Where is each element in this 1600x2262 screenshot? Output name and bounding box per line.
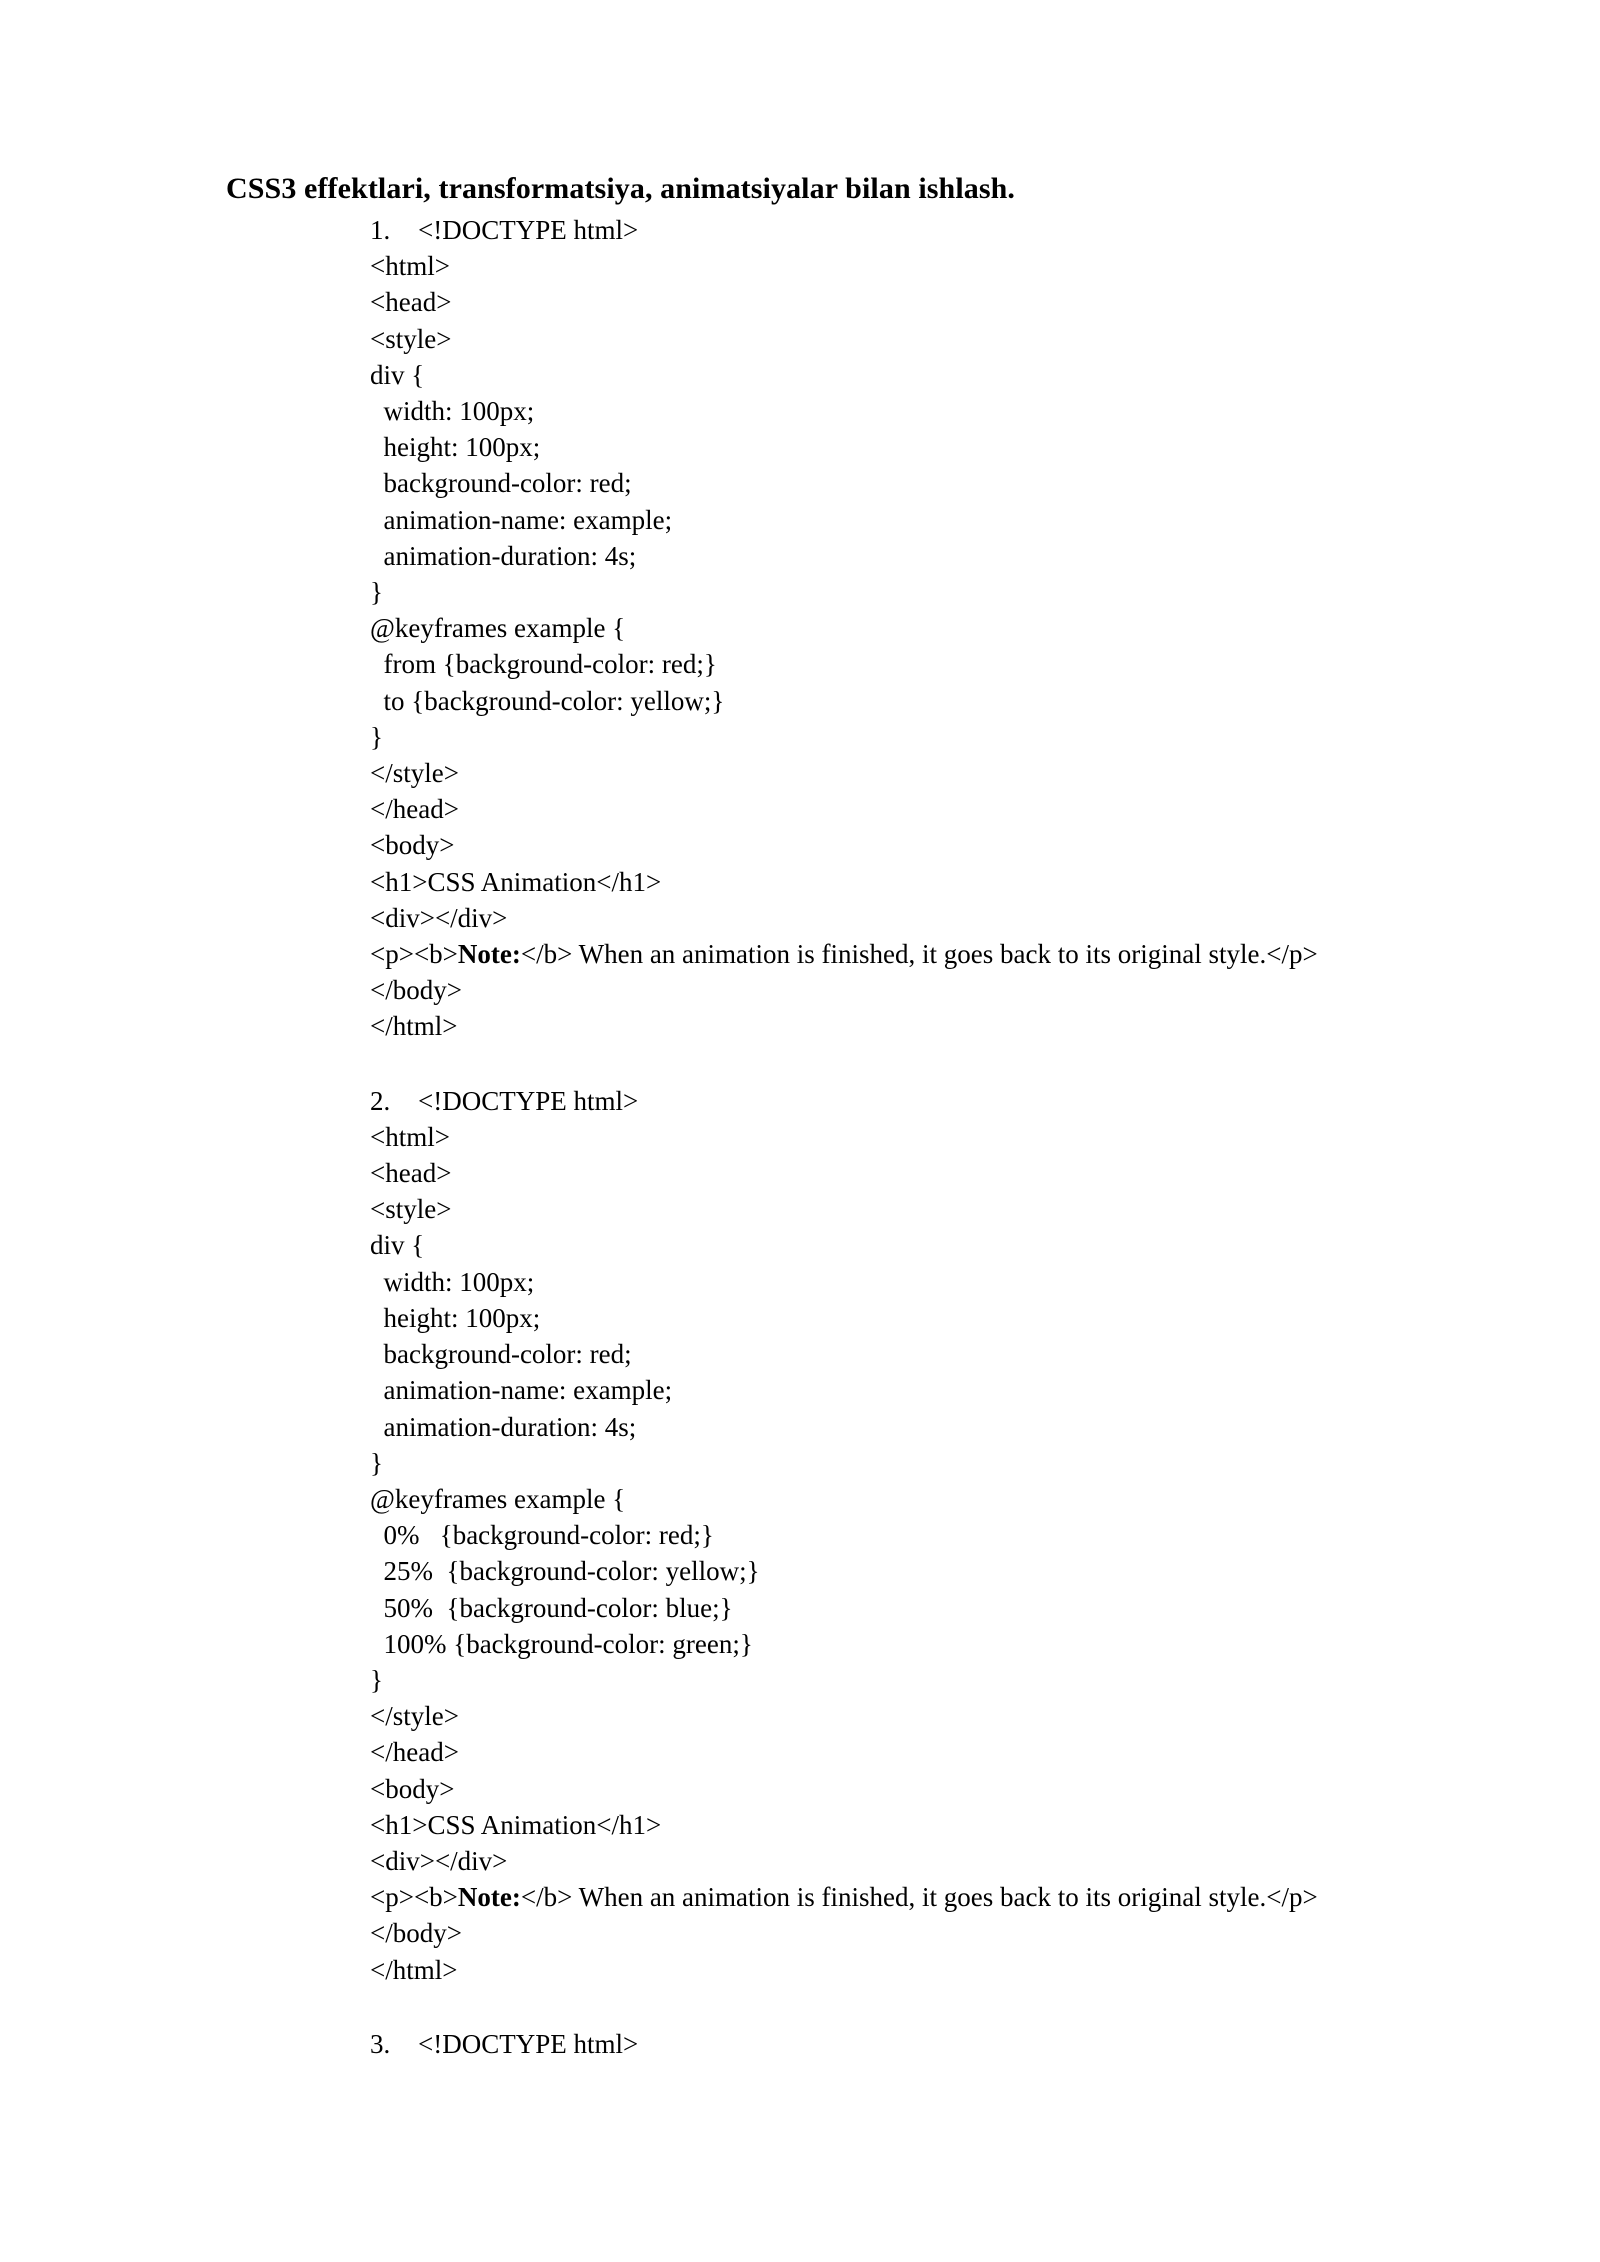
code-text: <head> bbox=[370, 1158, 452, 1189]
code-note-line bbox=[370, 936, 1490, 972]
code-listing-3 bbox=[370, 2026, 1490, 2062]
code-listing-2 bbox=[370, 1083, 1490, 1988]
list-marker: 3. bbox=[370, 2028, 391, 2059]
code-text: 25% {background-color: yellow;} bbox=[370, 1556, 760, 1587]
code-note-line bbox=[370, 1879, 1490, 1915]
code-text: height: 100px; bbox=[370, 1302, 541, 1333]
code-text: animation-duration: 4s; bbox=[370, 540, 637, 571]
code-text: </html> bbox=[370, 1011, 458, 1042]
code-text: 100% {background-color: green;} bbox=[370, 1628, 753, 1659]
code-text: <!DOCTYPE html> bbox=[418, 1085, 639, 1116]
code-text: </style> bbox=[370, 758, 459, 789]
code-text: width: 100px; bbox=[370, 396, 535, 427]
code-text: </body> bbox=[370, 975, 462, 1006]
code-listings-container bbox=[370, 212, 1490, 2062]
code-listing-1 bbox=[370, 212, 1490, 1045]
code-text: <h1>CSS Animation</h1> bbox=[370, 866, 662, 897]
code-text: background-color: red; bbox=[370, 468, 632, 499]
code-text: <html> bbox=[370, 1121, 450, 1152]
code-text: </body> bbox=[370, 1918, 462, 1949]
code-text: <div></div> bbox=[370, 902, 508, 933]
code-text: </style> bbox=[370, 1701, 459, 1732]
code-text: <h1>CSS Animation</h1> bbox=[370, 1809, 662, 1840]
code-text: <style> bbox=[370, 1194, 452, 1225]
code-text: } bbox=[370, 577, 383, 608]
code-text: <!DOCTYPE html> bbox=[418, 215, 639, 245]
code-text: animation-name: example; bbox=[370, 504, 673, 535]
code-text: @keyframes example { bbox=[370, 1483, 626, 1514]
code-text: } bbox=[370, 1664, 383, 1695]
code-text: from {background-color: red;} bbox=[370, 649, 717, 680]
code-text: <body> bbox=[370, 1773, 455, 1804]
code-text: </head> bbox=[370, 794, 459, 825]
code-text: <div></div> bbox=[370, 1845, 508, 1876]
code-text: <body> bbox=[370, 830, 455, 861]
listing-first-line bbox=[370, 212, 1490, 248]
code-text: </head> bbox=[370, 1737, 459, 1768]
note-bold-text: Note: bbox=[457, 939, 521, 970]
list-marker: 2. bbox=[370, 1085, 391, 1116]
note-prefix: <p><b> bbox=[370, 1882, 458, 1913]
note-suffix: </b> When an animation is finished, it goes back to its original style.</p> bbox=[520, 1882, 1318, 1913]
code-text: width: 100px; bbox=[370, 1266, 535, 1297]
note-prefix: <p><b> bbox=[370, 939, 458, 970]
code-text: to {background-color: yellow;} bbox=[370, 685, 725, 716]
page-title: CSS3 effektlari, transformatsiya, animatsiyalar bilan ishlash. bbox=[226, 172, 1016, 206]
code-text: <style> bbox=[370, 323, 452, 354]
note-suffix: </b> When an animation is finished, it goes back to its original style.</p> bbox=[520, 939, 1318, 970]
code-text: } bbox=[370, 1447, 383, 1478]
list-marker: 1. bbox=[370, 215, 391, 245]
code-text: @keyframes example { bbox=[370, 613, 626, 644]
listing-first-line bbox=[370, 2026, 1490, 2062]
note-bold-text: Note: bbox=[457, 1882, 521, 1913]
listing-first-line bbox=[370, 1083, 1490, 1119]
code-text: 0% {background-color: red;} bbox=[370, 1520, 714, 1551]
code-text: </html> bbox=[370, 1954, 458, 1985]
code-text: background-color: red; bbox=[370, 1339, 632, 1370]
code-text: } bbox=[370, 721, 383, 752]
code-text: animation-duration: 4s; bbox=[370, 1411, 637, 1442]
code-text: <html> bbox=[370, 251, 450, 282]
code-text: div { bbox=[370, 1230, 425, 1261]
code-text: height: 100px; bbox=[370, 432, 541, 463]
code-text: animation-name: example; bbox=[370, 1375, 673, 1406]
code-text: <head> bbox=[370, 287, 452, 318]
code-text: div { bbox=[370, 359, 425, 390]
code-text: 50% {background-color: blue;} bbox=[370, 1592, 733, 1623]
code-text: <!DOCTYPE html> bbox=[418, 2028, 639, 2059]
